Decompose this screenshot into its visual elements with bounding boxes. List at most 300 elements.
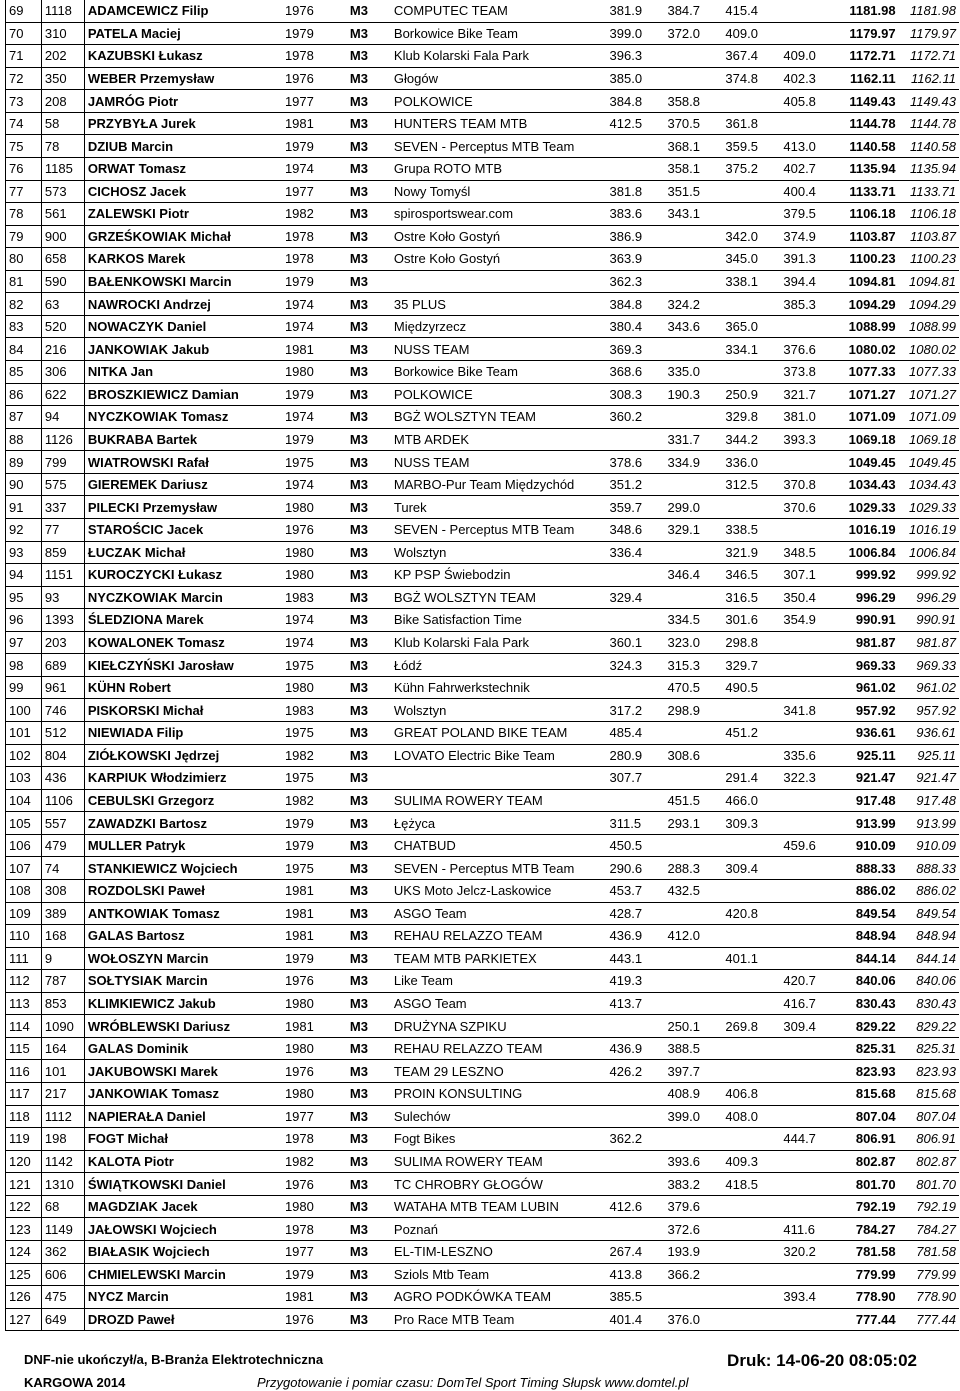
- table-row: [6, 676, 960, 699]
- place-cell: 89: [6, 451, 42, 474]
- stage1-cell: 428.7: [607, 902, 665, 925]
- birth-year-cell: 1981: [282, 1015, 347, 1038]
- stage3-cell: 415.4: [722, 0, 780, 22]
- total-cell: 840.06: [838, 970, 898, 993]
- total-cell: 990.91: [838, 609, 898, 632]
- table-row: [6, 451, 960, 474]
- stage1-cell: 450.5: [607, 834, 665, 857]
- stage4-cell: 420.7: [780, 970, 838, 993]
- bib-cell: 799: [41, 451, 84, 474]
- stage4-cell: 309.4: [780, 1015, 838, 1038]
- stage1-cell: 385.0: [607, 67, 665, 90]
- place-cell: 86: [6, 383, 42, 406]
- stage1-cell: 413.7: [607, 992, 665, 1015]
- stage3-cell: 334.1: [722, 338, 780, 361]
- place-cell: 103: [6, 767, 42, 790]
- stage2-cell: 308.6: [664, 744, 722, 767]
- stage4-cell: 393.4: [780, 1286, 838, 1309]
- stage1-cell: 311.5: [607, 812, 665, 835]
- team-cell: Borkowice Bike Team: [391, 22, 607, 45]
- total-points-cell: 840.06: [899, 970, 959, 993]
- birth-year-cell: 1980: [282, 496, 347, 519]
- stage4-cell: [780, 879, 838, 902]
- stage2-cell: 388.5: [664, 1037, 722, 1060]
- team-cell: PROIN KONSULTING: [391, 1083, 607, 1106]
- stage1-cell: [607, 1015, 665, 1038]
- table-row: [6, 541, 960, 564]
- total-cell: 1172.71: [838, 45, 898, 68]
- stage2-cell: 250.1: [664, 1015, 722, 1038]
- stage2-cell: 370.5: [664, 112, 722, 135]
- team-cell: Grupa ROTO MTB: [391, 157, 607, 180]
- total-points-cell: 784.27: [899, 1218, 959, 1241]
- stage4-cell: 413.0: [780, 135, 838, 158]
- total-cell: 1029.33: [838, 496, 898, 519]
- birth-year-cell: 1981: [282, 925, 347, 948]
- total-points-cell: 849.54: [899, 902, 959, 925]
- stage3-cell: 250.9: [722, 383, 780, 406]
- stage2-cell: 412.0: [664, 925, 722, 948]
- total-points-cell: 1100.23: [899, 248, 959, 271]
- birth-year-cell: 1979: [282, 22, 347, 45]
- place-cell: 120: [6, 1150, 42, 1173]
- table-row: [6, 361, 960, 384]
- team-cell: CHATBUD: [391, 834, 607, 857]
- birth-year-cell: 1980: [282, 1037, 347, 1060]
- rider-name-cell: NAWROCKI Andrzej: [84, 293, 282, 316]
- place-cell: 96: [6, 609, 42, 632]
- bib-cell: 1118: [41, 0, 84, 22]
- stage2-cell: [664, 970, 722, 993]
- place-cell: 113: [6, 992, 42, 1015]
- team-cell: Klub Kolarski Fala Park: [391, 631, 607, 654]
- birth-year-cell: 1983: [282, 586, 347, 609]
- birth-year-cell: 1979: [282, 812, 347, 835]
- bib-cell: 77: [41, 518, 84, 541]
- rider-name-cell: KLIMKIEWICZ Jakub: [84, 992, 282, 1015]
- team-cell: SEVEN - Perceptus MTB Team: [391, 857, 607, 880]
- table-row: [6, 496, 960, 519]
- rider-name-cell: NITKA Jan: [84, 361, 282, 384]
- stage3-cell: 490.5: [722, 676, 780, 699]
- team-cell: Pro Race MTB Team: [391, 1308, 607, 1331]
- total-points-cell: 925.11: [899, 744, 959, 767]
- place-cell: 107: [6, 857, 42, 880]
- stage3-cell: [722, 992, 780, 1015]
- stage3-cell: 321.9: [722, 541, 780, 564]
- stage4-cell: 402.3: [780, 67, 838, 90]
- stage1-cell: 436.9: [607, 925, 665, 948]
- total-points-cell: 1071.09: [899, 406, 959, 429]
- rider-name-cell: JAMRÓG Piotr: [84, 90, 282, 113]
- total-points-cell: 1029.33: [899, 496, 959, 519]
- total-points-cell: 777.44: [899, 1308, 959, 1331]
- category-cell: M3: [347, 879, 391, 902]
- category-cell: M3: [347, 135, 391, 158]
- stage3-cell: 408.0: [722, 1105, 780, 1128]
- stage1-cell: 359.7: [607, 496, 665, 519]
- place-cell: 69: [6, 0, 42, 22]
- total-points-cell: 996.29: [899, 586, 959, 609]
- table-row: [6, 225, 960, 248]
- birth-year-cell: 1974: [282, 315, 347, 338]
- stage4-cell: 391.3: [780, 248, 838, 271]
- stage4-cell: 374.9: [780, 225, 838, 248]
- stage1-cell: [607, 1150, 665, 1173]
- stage4-cell: [780, 947, 838, 970]
- total-points-cell: 888.33: [899, 857, 959, 880]
- bib-cell: 859: [41, 541, 84, 564]
- birth-year-cell: 1979: [282, 428, 347, 451]
- total-cell: 936.61: [838, 722, 898, 745]
- stage1-cell: 383.6: [607, 203, 665, 226]
- table-row: [6, 112, 960, 135]
- category-cell: M3: [347, 451, 391, 474]
- team-cell: MTB ARDEK: [391, 428, 607, 451]
- total-cell: 999.92: [838, 564, 898, 587]
- total-points-cell: 1179.97: [899, 22, 959, 45]
- total-cell: 825.31: [838, 1037, 898, 1060]
- bib-cell: 1126: [41, 428, 84, 451]
- stage2-cell: 293.1: [664, 812, 722, 835]
- stage2-cell: 298.9: [664, 699, 722, 722]
- total-cell: 778.90: [838, 1286, 898, 1309]
- bib-cell: 1142: [41, 1150, 84, 1173]
- table-row: [6, 902, 960, 925]
- rider-name-cell: NYCZKOWIAK Marcin: [84, 586, 282, 609]
- stage3-cell: 361.8: [722, 112, 780, 135]
- place-cell: 121: [6, 1173, 42, 1196]
- stage1-cell: 399.0: [607, 22, 665, 45]
- stage1-cell: 368.6: [607, 361, 665, 384]
- bib-cell: 217: [41, 1083, 84, 1106]
- bib-cell: 1090: [41, 1015, 84, 1038]
- category-cell: M3: [347, 428, 391, 451]
- stage4-cell: 393.3: [780, 428, 838, 451]
- total-cell: 1103.87: [838, 225, 898, 248]
- stage3-cell: [722, 879, 780, 902]
- stage3-cell: 269.8: [722, 1015, 780, 1038]
- stage4-cell: [780, 631, 838, 654]
- total-points-cell: 1077.33: [899, 361, 959, 384]
- stage1-cell: 386.9: [607, 225, 665, 248]
- rider-name-cell: ZALEWSKI Piotr: [84, 203, 282, 226]
- table-row: [6, 1263, 960, 1286]
- bib-cell: 689: [41, 654, 84, 677]
- table-row: [6, 744, 960, 767]
- category-cell: M3: [347, 518, 391, 541]
- total-points-cell: 1149.43: [899, 90, 959, 113]
- stage4-cell: [780, 1105, 838, 1128]
- total-cell: 801.70: [838, 1173, 898, 1196]
- category-cell: M3: [347, 338, 391, 361]
- team-cell: SEVEN - Perceptus MTB Team: [391, 518, 607, 541]
- place-cell: 94: [6, 564, 42, 587]
- stage4-cell: [780, 451, 838, 474]
- table-row: [6, 180, 960, 203]
- place-cell: 119: [6, 1128, 42, 1151]
- stage4-cell: 381.0: [780, 406, 838, 429]
- table-row: [6, 1218, 960, 1241]
- stage4-cell: 394.4: [780, 270, 838, 293]
- category-cell: M3: [347, 586, 391, 609]
- place-cell: 71: [6, 45, 42, 68]
- birth-year-cell: 1979: [282, 135, 347, 158]
- table-row: [6, 338, 960, 361]
- stage3-cell: 418.5: [722, 1173, 780, 1196]
- stage1-cell: 329.4: [607, 586, 665, 609]
- category-cell: M3: [347, 722, 391, 745]
- place-cell: 80: [6, 248, 42, 271]
- bib-cell: 436: [41, 767, 84, 790]
- total-cell: 1077.33: [838, 361, 898, 384]
- category-cell: M3: [347, 1263, 391, 1286]
- birth-year-cell: 1978: [282, 1218, 347, 1241]
- place-cell: 93: [6, 541, 42, 564]
- total-points-cell: 1034.43: [899, 473, 959, 496]
- birth-year-cell: 1980: [282, 992, 347, 1015]
- total-points-cell: 1016.19: [899, 518, 959, 541]
- stage4-cell: 459.6: [780, 834, 838, 857]
- category-cell: M3: [347, 67, 391, 90]
- category-cell: M3: [347, 654, 391, 677]
- stage4-cell: 320.2: [780, 1240, 838, 1263]
- stage1-cell: 362.3: [607, 270, 665, 293]
- table-row: [6, 722, 960, 745]
- stage4-cell: 370.6: [780, 496, 838, 519]
- team-cell: Wolsztyn: [391, 541, 607, 564]
- total-cell: 807.04: [838, 1105, 898, 1128]
- bib-cell: 900: [41, 225, 84, 248]
- stage3-cell: 466.0: [722, 789, 780, 812]
- stage2-cell: [664, 767, 722, 790]
- birth-year-cell: 1980: [282, 564, 347, 587]
- total-cell: 1049.45: [838, 451, 898, 474]
- stage3-cell: 329.8: [722, 406, 780, 429]
- stage2-cell: 384.7: [664, 0, 722, 22]
- place-cell: 116: [6, 1060, 42, 1083]
- rider-name-cell: SOŁTYSIAK Marcin: [84, 970, 282, 993]
- total-cell: 1006.84: [838, 541, 898, 564]
- place-cell: 100: [6, 699, 42, 722]
- bib-cell: 961: [41, 676, 84, 699]
- total-points-cell: 1049.45: [899, 451, 959, 474]
- total-points-cell: 1133.71: [899, 180, 959, 203]
- total-points-cell: 981.87: [899, 631, 959, 654]
- rider-name-cell: BIAŁASIK Wojciech: [84, 1240, 282, 1263]
- total-points-cell: 829.22: [899, 1015, 959, 1038]
- category-cell: M3: [347, 225, 391, 248]
- stage3-cell: 309.4: [722, 857, 780, 880]
- table-row: [6, 1015, 960, 1038]
- rider-name-cell: GALAS Bartosz: [84, 925, 282, 948]
- team-cell: WATAHA MTB TEAM LUBIN: [391, 1195, 607, 1218]
- stage3-cell: [722, 1240, 780, 1263]
- category-cell: M3: [347, 541, 391, 564]
- total-cell: 961.02: [838, 676, 898, 699]
- stage3-cell: 338.5: [722, 518, 780, 541]
- stage2-cell: [664, 586, 722, 609]
- place-cell: 122: [6, 1195, 42, 1218]
- bib-cell: 350: [41, 67, 84, 90]
- total-points-cell: 910.09: [899, 834, 959, 857]
- total-points-cell: 825.31: [899, 1037, 959, 1060]
- team-cell: Kühn Fahrwerkstechnik: [391, 676, 607, 699]
- table-row: [6, 406, 960, 429]
- team-cell: BGŻ WOLSZTYN TEAM: [391, 586, 607, 609]
- stage1-cell: 485.4: [607, 722, 665, 745]
- total-points-cell: 1103.87: [899, 225, 959, 248]
- footer-note: DNF-nie ukończył/a, B-Branża Elektrotechniczna: [24, 1352, 324, 1367]
- stage2-cell: [664, 406, 722, 429]
- total-points-cell: 1094.29: [899, 293, 959, 316]
- category-cell: M3: [347, 1150, 391, 1173]
- table-row: [6, 1083, 960, 1106]
- bib-cell: 658: [41, 248, 84, 271]
- bib-cell: 1149: [41, 1218, 84, 1241]
- team-cell: Klub Kolarski Fala Park: [391, 45, 607, 68]
- team-cell: [391, 767, 607, 790]
- stage2-cell: [664, 270, 722, 293]
- stage3-cell: [722, 180, 780, 203]
- place-cell: 101: [6, 722, 42, 745]
- rider-name-cell: BROSZKIEWICZ Damian: [84, 383, 282, 406]
- stage2-cell: 399.0: [664, 1105, 722, 1128]
- total-cell: 925.11: [838, 744, 898, 767]
- place-cell: 117: [6, 1083, 42, 1106]
- team-cell: Sziols Mtb Team: [391, 1263, 607, 1286]
- total-cell: 921.47: [838, 767, 898, 790]
- table-row: [6, 609, 960, 632]
- table-row: [6, 970, 960, 993]
- place-cell: 77: [6, 180, 42, 203]
- total-cell: 1181.98: [838, 0, 898, 22]
- stage4-cell: 321.7: [780, 383, 838, 406]
- category-cell: M3: [347, 180, 391, 203]
- bib-cell: 389: [41, 902, 84, 925]
- category-cell: M3: [347, 270, 391, 293]
- stage1-cell: 317.2: [607, 699, 665, 722]
- total-cell: 969.33: [838, 654, 898, 677]
- stage2-cell: 470.5: [664, 676, 722, 699]
- team-cell: Łężyca: [391, 812, 607, 835]
- total-cell: 784.27: [838, 1218, 898, 1241]
- stage2-cell: 383.2: [664, 1173, 722, 1196]
- rider-name-cell: PILECKI Przemysław: [84, 496, 282, 519]
- rider-name-cell: ADAMCEWICZ Filip: [84, 0, 282, 22]
- stage3-cell: [722, 203, 780, 226]
- category-cell: M3: [347, 767, 391, 790]
- category-cell: M3: [347, 1128, 391, 1151]
- stage4-cell: [780, 1037, 838, 1060]
- birth-year-cell: 1981: [282, 1286, 347, 1309]
- results-table: [5, 0, 959, 1331]
- table-row: [6, 248, 960, 271]
- table-row: [6, 45, 960, 68]
- stage4-cell: 376.6: [780, 338, 838, 361]
- stage2-cell: [664, 248, 722, 271]
- total-points-cell: 1006.84: [899, 541, 959, 564]
- stage3-cell: [722, 744, 780, 767]
- stage2-cell: 331.7: [664, 428, 722, 451]
- birth-year-cell: 1974: [282, 609, 347, 632]
- stage2-cell: [664, 1286, 722, 1309]
- stage1-cell: 363.9: [607, 248, 665, 271]
- team-cell: MARBO-Pur Team Międzychód: [391, 473, 607, 496]
- place-cell: 114: [6, 1015, 42, 1038]
- place-cell: 112: [6, 970, 42, 993]
- table-row: [6, 767, 960, 790]
- stage4-cell: [780, 315, 838, 338]
- stage3-cell: [722, 1037, 780, 1060]
- team-cell: Sulechów: [391, 1105, 607, 1128]
- stage3-cell: 346.5: [722, 564, 780, 587]
- birth-year-cell: 1976: [282, 1173, 347, 1196]
- total-cell: 1034.43: [838, 473, 898, 496]
- category-cell: M3: [347, 473, 391, 496]
- rider-name-cell: ANTKOWIAK Tomasz: [84, 902, 282, 925]
- team-cell: Turek: [391, 496, 607, 519]
- stage2-cell: 346.4: [664, 564, 722, 587]
- bib-cell: 606: [41, 1263, 84, 1286]
- category-cell: M3: [347, 834, 391, 857]
- total-points-cell: 848.94: [899, 925, 959, 948]
- total-points-cell: 1162.11: [899, 67, 959, 90]
- category-cell: M3: [347, 1195, 391, 1218]
- stage2-cell: 315.3: [664, 654, 722, 677]
- team-cell: Łódź: [391, 654, 607, 677]
- stage2-cell: 451.5: [664, 789, 722, 812]
- bib-cell: 362: [41, 1240, 84, 1263]
- category-cell: M3: [347, 812, 391, 835]
- team-cell: DRUŻYNA SZPIKU: [391, 1015, 607, 1038]
- stage4-cell: 402.7: [780, 157, 838, 180]
- team-cell: ASGO Team: [391, 902, 607, 925]
- stage3-cell: 365.0: [722, 315, 780, 338]
- table-row: [6, 879, 960, 902]
- table-row: [6, 1173, 960, 1196]
- place-cell: 127: [6, 1308, 42, 1331]
- stage1-cell: 401.4: [607, 1308, 665, 1331]
- birth-year-cell: 1982: [282, 789, 347, 812]
- stage3-cell: [722, 699, 780, 722]
- total-cell: 1133.71: [838, 180, 898, 203]
- category-cell: M3: [347, 383, 391, 406]
- birth-year-cell: 1979: [282, 270, 347, 293]
- bib-cell: 804: [41, 744, 84, 767]
- table-row: [6, 992, 960, 1015]
- results-body: [6, 0, 960, 1331]
- table-row: [6, 22, 960, 45]
- bib-cell: 746: [41, 699, 84, 722]
- rider-name-cell: ŁUCZAK Michał: [84, 541, 282, 564]
- total-cell: 1094.81: [838, 270, 898, 293]
- total-cell: 1071.09: [838, 406, 898, 429]
- footer-timing: Przygotowanie i pomiar czasu: DomTel Sport Timing Słupsk www.domtel.pl: [257, 1375, 689, 1390]
- stage3-cell: 338.1: [722, 270, 780, 293]
- table-row: [6, 857, 960, 880]
- team-cell: Wolsztyn: [391, 699, 607, 722]
- stage1-cell: [607, 157, 665, 180]
- table-row: [6, 518, 960, 541]
- team-cell: Ostre Koło Gostyń: [391, 225, 607, 248]
- rider-name-cell: KALOTA Piotr: [84, 1150, 282, 1173]
- category-cell: M3: [347, 1105, 391, 1128]
- total-cell: 1162.11: [838, 67, 898, 90]
- total-cell: 996.29: [838, 586, 898, 609]
- stage1-cell: 443.1: [607, 947, 665, 970]
- table-row: [6, 564, 960, 587]
